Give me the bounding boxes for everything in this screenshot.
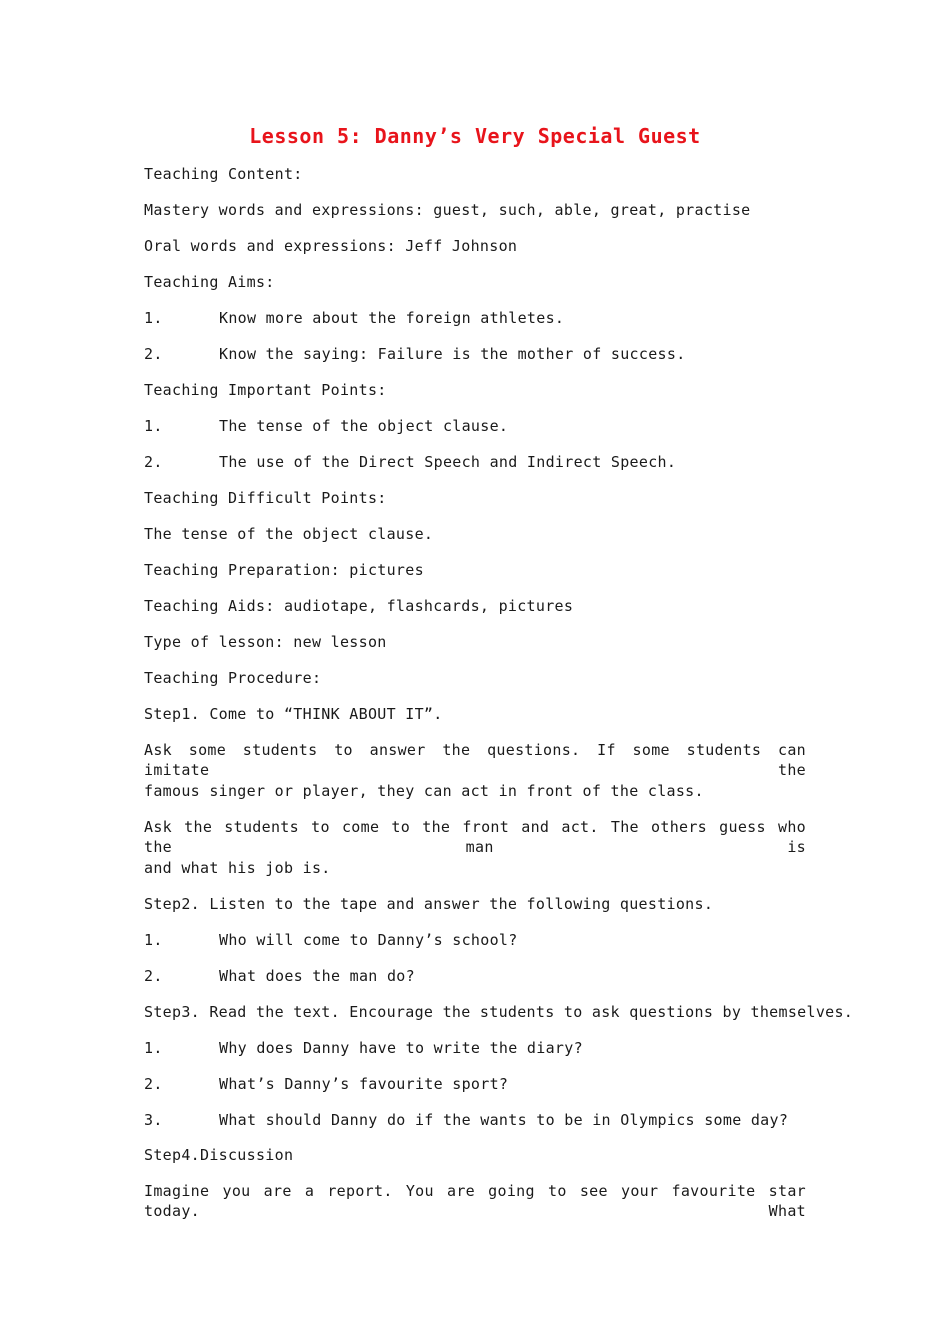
step4-paragraph-line-1: Imagine you are a report. You are going to see your favourite star today. What	[144, 1182, 806, 1220]
lesson-type-line: Type of lesson: new lesson	[144, 633, 387, 651]
step3-question-1-number: 1.	[144, 1039, 163, 1057]
step1-paragraph-line-3: Ask the students to come to the front and act. The others guess who the man is	[144, 818, 806, 856]
step3-question-3-number: 3.	[144, 1111, 163, 1129]
oral-words-line: Oral words and expressions: Jeff Johnson	[144, 237, 518, 255]
teaching-content-heading: Teaching Content:	[144, 165, 303, 183]
step3-question-1-text: Why does Danny have to write the diary?	[219, 1039, 583, 1057]
aim-item-2-number: 2.	[144, 345, 163, 363]
step3-question-1	[144, 1038, 583, 1058]
teaching-procedure-heading: Teaching Procedure:	[144, 669, 322, 687]
aim-item-2-text: Know the saying: Failure is the mother of success.	[219, 345, 686, 363]
step3-question-3-text: What should Danny do if the wants to be in Olympics some day?	[219, 1111, 789, 1129]
difficult-points-heading: Teaching Difficult Points:	[144, 489, 387, 507]
step1-paragraph-line-2: famous singer or player, they can act in front of the class.	[144, 782, 704, 800]
mastery-words-line: Mastery words and expressions: guest, such, able, great, practise	[144, 201, 751, 219]
step1-paragraph-line-4: and what his job is.	[144, 859, 331, 877]
lesson-title: Lesson 5: Danny’s Very Special Guest	[249, 124, 701, 148]
step2-question-2-text: What does the man do?	[219, 967, 415, 985]
step2-question-1-text: Who will come to Danny’s school?	[219, 931, 518, 949]
important-point-1-number: 1.	[144, 417, 163, 435]
step2-question-1-number: 1.	[144, 931, 163, 949]
aim-item-2	[144, 344, 686, 364]
important-point-1	[144, 416, 508, 436]
step2-question-2	[144, 966, 415, 986]
important-point-2	[144, 452, 676, 472]
step3-question-3	[144, 1110, 788, 1130]
step1-heading: Step1. Come to “THINK ABOUT IT”.	[144, 705, 443, 723]
important-point-2-text: The use of the Direct Speech and Indirect Speech.	[219, 453, 677, 471]
aim-item-1-number: 1.	[144, 309, 163, 327]
step3-heading: Step3. Read the text. Encourage the students to ask questions by themselves.	[144, 1003, 854, 1021]
important-point-2-number: 2.	[144, 453, 163, 471]
step3-question-2-number: 2.	[144, 1075, 163, 1093]
step2-question-2-number: 2.	[144, 967, 163, 985]
difficult-point-text: The tense of the object clause.	[144, 525, 434, 543]
step2-question-1	[144, 930, 518, 950]
step3-question-2	[144, 1074, 508, 1094]
teaching-aids-line: Teaching Aids: audiotape, flashcards, pictures	[144, 597, 574, 615]
aim-item-1	[144, 308, 564, 328]
teaching-preparation-line: Teaching Preparation: pictures	[144, 561, 424, 579]
step1-paragraph-line-1: Ask some students to answer the questions. If some students can imitate the	[144, 741, 806, 779]
aim-item-1-text: Know more about the foreign athletes.	[219, 309, 565, 327]
teaching-aims-heading: Teaching Aims:	[144, 273, 275, 291]
important-points-heading: Teaching Important Points:	[144, 381, 387, 399]
important-point-1-text: The tense of the object clause.	[219, 417, 509, 435]
step3-question-2-text: What’s Danny’s favourite sport?	[219, 1075, 509, 1093]
step2-heading: Step2. Listen to the tape and answer the following questions.	[144, 895, 714, 913]
step4-heading: Step4.Discussion	[144, 1146, 294, 1164]
